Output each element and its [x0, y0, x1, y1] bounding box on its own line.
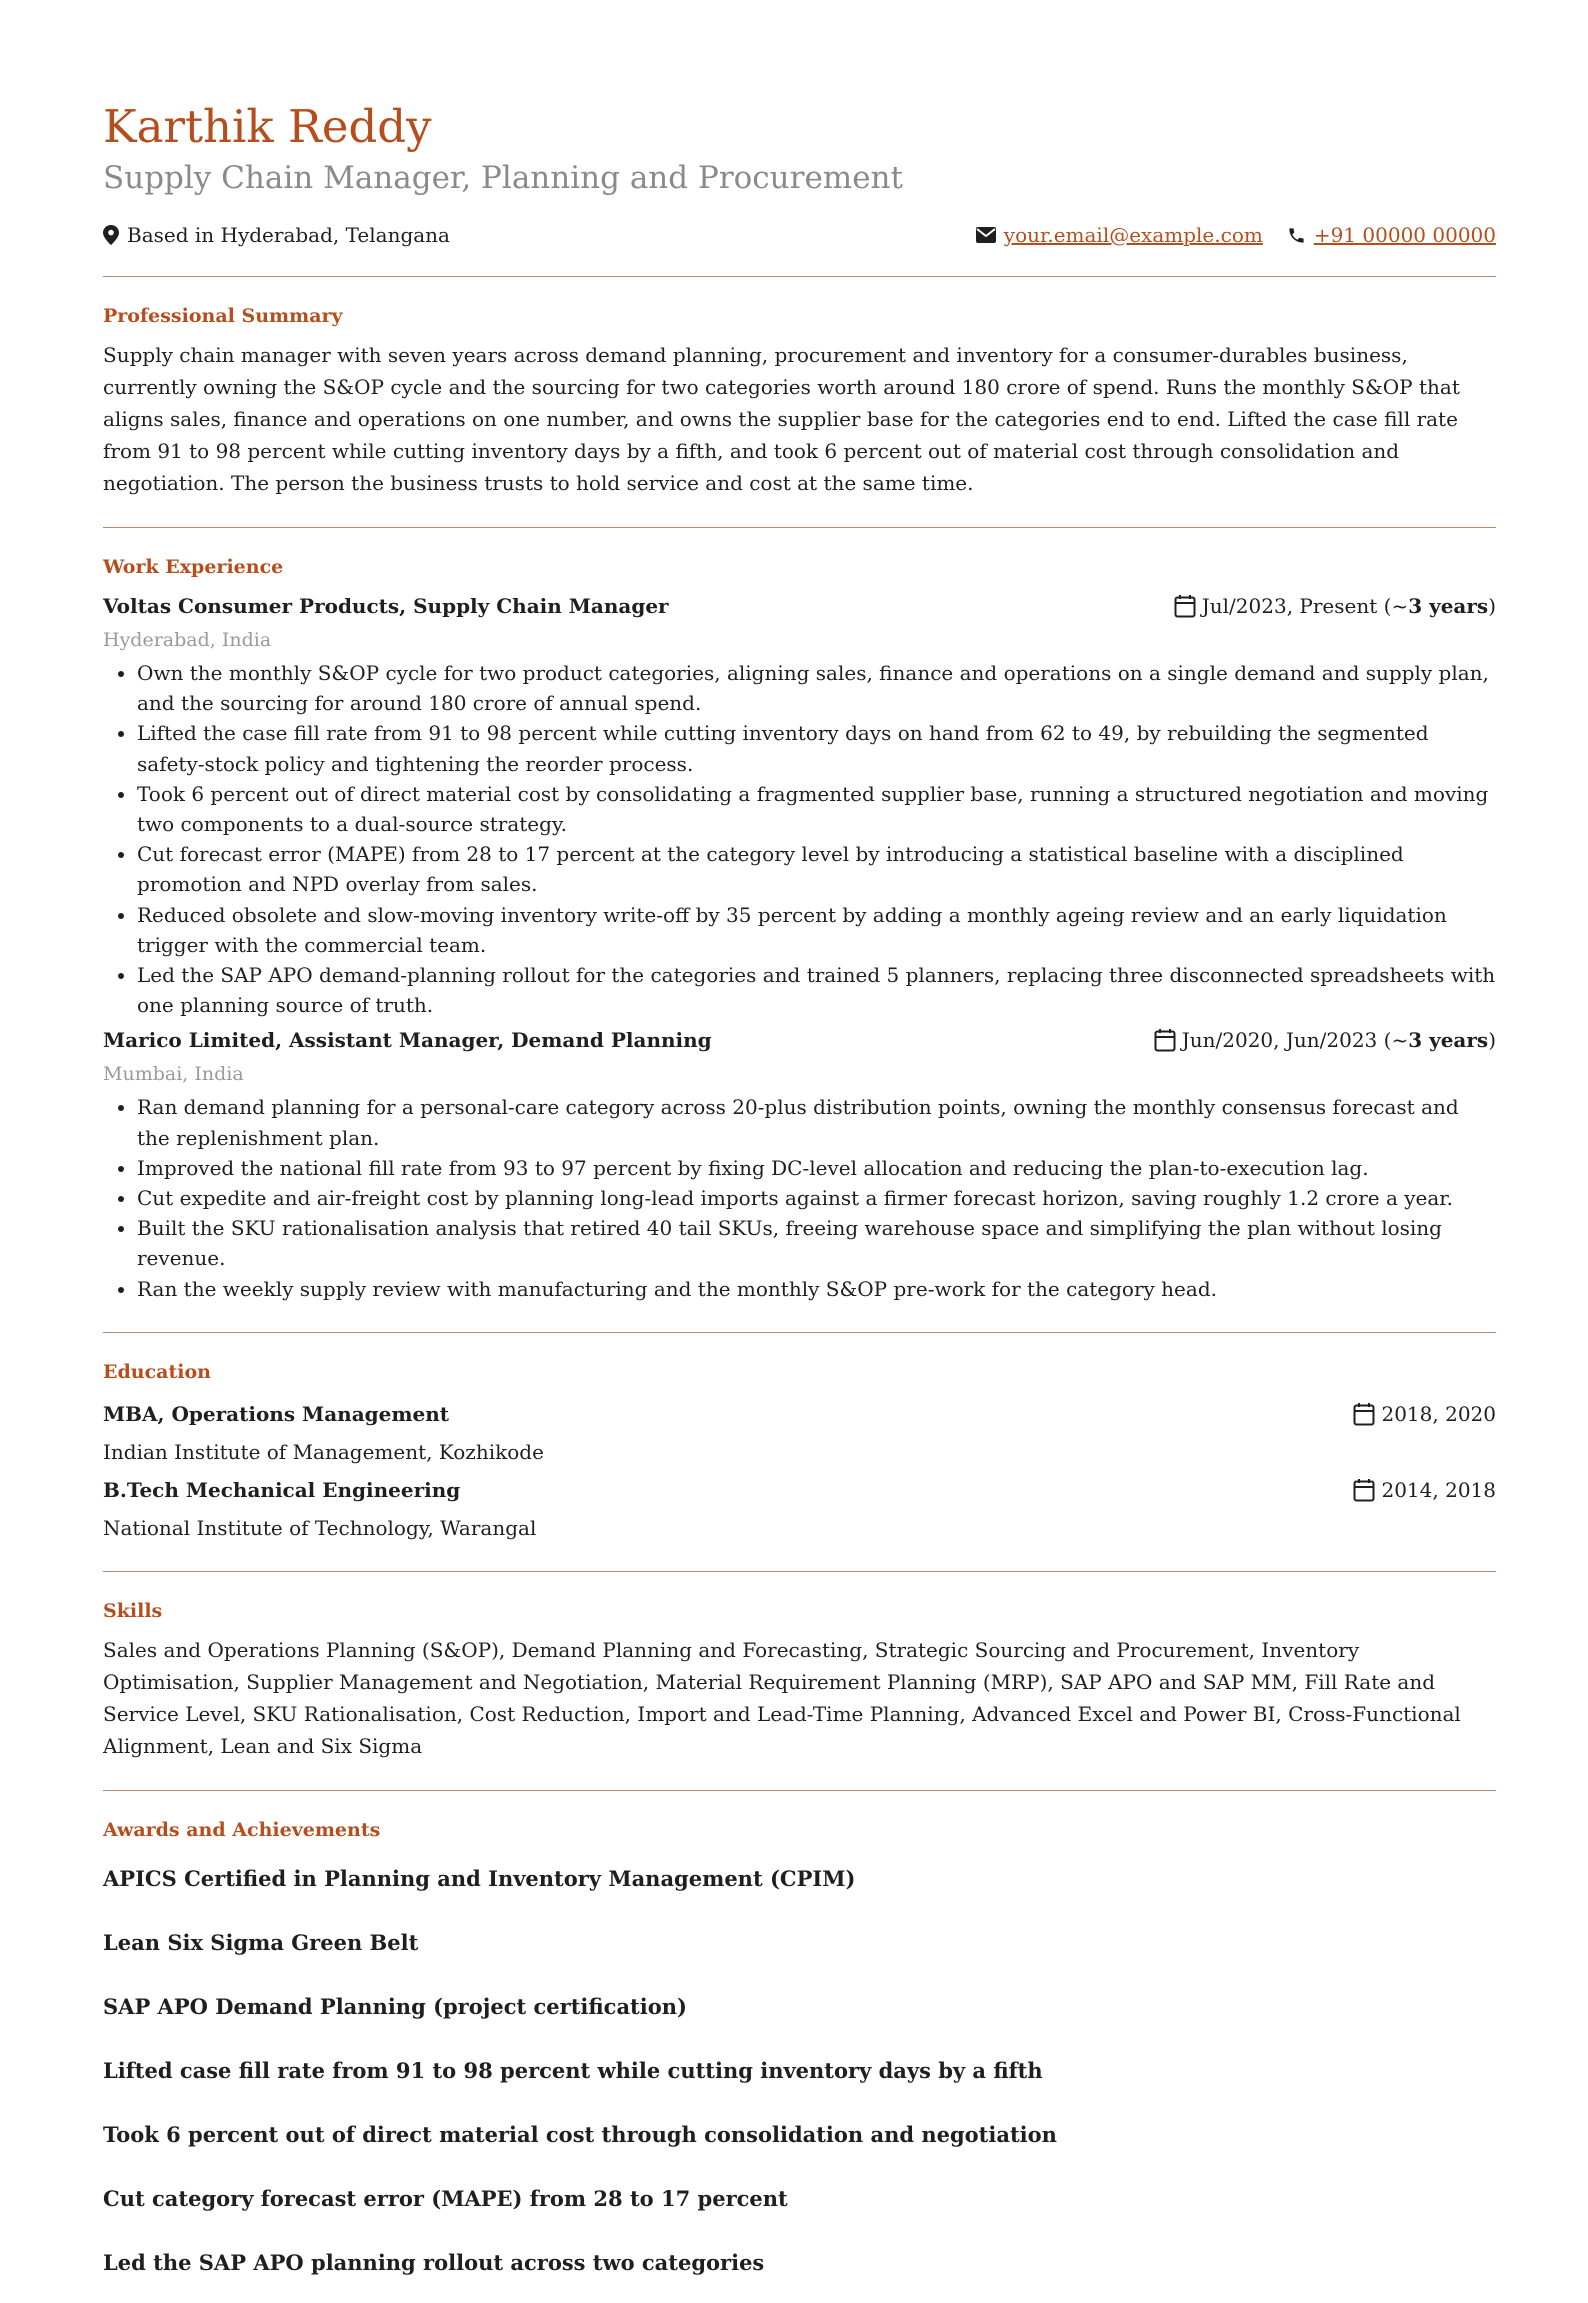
candidate-title: Supply Chain Manager, Planning and Procurement: [103, 160, 903, 196]
experience-heading: Work Experience: [103, 556, 284, 578]
job-bullets: [103, 1092, 1496, 1303]
list-item: • Lifted the case fill rate from 91 to 98 percent while cutting inventory days on hand from 62 to 49, by rebuilding the segmented safety-stock policy and tightening the reorder process.: [137, 718, 1496, 778]
summary-section: [103, 277, 1496, 527]
education-header: [103, 1395, 1496, 1433]
list-item: • Cut forecast error (MAPE) from 28 to 17 percent at the category level by introducing a statistical baseline with a disciplined promotion and NPD overlay from sales.: [137, 839, 1496, 899]
mail-icon: [976, 227, 996, 243]
skills-section: [103, 1572, 1496, 1790]
award-item: SAP APO Demand Planning (project certification): [103, 1993, 687, 2019]
list-item: • Built the SKU rationalisation analysis that retired 40 tail SKUs, freeing warehouse space and simplifying the plan without losing revenue.: [137, 1213, 1496, 1273]
calendar-icon: [1353, 1402, 1375, 1426]
education-entry: [103, 1471, 1496, 1547]
awards-section: [103, 1791, 1496, 2303]
award-item: Lifted case fill rate from 91 to 98 percent while cutting inventory days by a fifth: [103, 2057, 1043, 2083]
summary-text: Supply chain manager with seven years across demand planning, procurement and inventory for a consumer-durables business, currently owning the S&OP cycle and the sourcing for two categories worth around 180 crore of spend. Runs the monthly S&OP that aligns sales, finance and operations on one number, and owns the supplier base for the categories end to end. Lifted the case fill rate from 91 to 98 percent while cutting inventory days by a fifth, and took 6 percent out of material cost through consolidation and negotiation. The person the business trusts to hold service and cost at the same time.: [103, 343, 1460, 495]
job-role: Supply Chain Manager: [413, 594, 669, 618]
job-duration: 3 years: [1408, 1028, 1489, 1053]
job-header: [103, 1024, 1496, 1056]
location: [103, 223, 450, 247]
experience-section: [103, 528, 1496, 1332]
phone-icon: [1287, 226, 1306, 245]
education-section: [103, 1333, 1496, 1571]
award-item: Led the SAP APO planning rollout across two categories: [103, 2249, 765, 2275]
email-link[interactable]: your.email@example.com: [1003, 223, 1263, 247]
education-institution: Indian Institute of Management, Kozhikode: [103, 1439, 544, 1464]
list-item: • Ran the weekly supply review with manufacturing and the monthly S&OP pre-work for the category head.: [137, 1274, 1496, 1304]
job-company-role: Voltas Consumer Products, Supply Chain Manager: [103, 594, 669, 618]
location-pin-icon: [103, 225, 119, 245]
award-item: Cut category forecast error (MAPE) from 28 to 17 percent: [103, 2185, 788, 2211]
education-degree: B.Tech Mechanical Engineering: [103, 1477, 461, 1502]
award-item: Lean Six Sigma Green Belt: [103, 1929, 419, 1955]
job-location: Hyderabad, India: [103, 629, 272, 651]
list-item: • Cut expedite and air-freight cost by planning long-lead imports against a firmer forecast horizon, saving roughly 1.2 crore a year.: [137, 1183, 1496, 1213]
education-header: [103, 1471, 1496, 1509]
education-date: 2018, 2020: [1353, 1395, 1496, 1433]
job-location: Mumbai, India: [103, 1063, 244, 1086]
list-item: • Ran demand planning for a personal-care category across 20-plus distribution points, owning the monthly consensus forecast and the replenishment plan.: [137, 1092, 1496, 1152]
award-item: APICS Certified in Planning and Inventory Management (CPIM): [103, 1865, 856, 1891]
list-item: • Took 6 percent out of direct material cost by consolidating a fragmented supplier base, running a structured negotiation and moving two components to a dual-source strategy.: [137, 779, 1496, 839]
job-date-range: Jun/2020, Jun/2023 (~: [1181, 1028, 1409, 1053]
contact-links: [976, 223, 1496, 247]
list-item: • Led the SAP APO demand-planning rollout for the categories and trained 5 planners, replacing three disconnected spreadsheets with one planning source of truth.: [137, 960, 1496, 1020]
phone-link[interactable]: +91 00000 00000: [1313, 223, 1496, 247]
job-company: Marico Limited: [103, 1028, 276, 1053]
list-item: • Improved the national fill rate from 93 to 97 percent by fixing DC-level allocation and reducing the plan-to-execution lag.: [137, 1153, 1496, 1183]
job-header: [103, 590, 1496, 622]
summary-heading: Professional Summary: [103, 305, 343, 327]
awards-heading: Awards and Achievements: [103, 1818, 381, 1841]
education-entry: [103, 1395, 1496, 1471]
education-heading: Education: [103, 1360, 211, 1383]
list-item: • Own the monthly S&OP cycle for two product categories, aligning sales, finance and operations on a single demand and supply plan, and the sourcing for around 180 crore of annual spend.: [137, 658, 1496, 718]
skills-text: Sales and Operations Planning (S&OP), Demand Planning and Forecasting, Strategic Sourcing and Procurement, Inventory Optimisation, Supplier Management and Negotiation, Material Requirement Planning (MRP), SAP APO and SAP MM, Fill Rate and Service Level, SKU Rationalisation, Cost Reduction, Import and Lead-Time Planning, Advanced Excel and Power BI, Cross-Functional Alignment, Lean and Six Sigma: [103, 1637, 1461, 1758]
award-item: Took 6 percent out of direct material cost through consolidation and negotiation: [103, 2121, 1057, 2147]
education-degree: MBA, Operations Management: [103, 1401, 450, 1426]
contact-bar: [103, 220, 1496, 250]
location-text: Based in Hyderabad, Telangana: [127, 223, 450, 247]
calendar-icon: [1353, 1478, 1375, 1502]
job-date: Jul/2023, Present (~ 3 years ): [1174, 590, 1496, 622]
education-institution: National Institute of Technology, Warangal: [103, 1515, 537, 1540]
job-duration: 3 years: [1408, 594, 1489, 618]
calendar-icon: [1174, 594, 1196, 618]
job-bullets: [103, 658, 1496, 1020]
resume-page: [103, 96, 1496, 2303]
job-entry: [103, 590, 1496, 1020]
job-company: Voltas Consumer Products: [103, 594, 400, 618]
skills-heading: Skills: [103, 1599, 163, 1622]
list-item: • Reduced obsolete and slow-moving inventory write-off by 35 percent by adding a monthly ageing review and an early liquidation trigger with the commercial team.: [137, 900, 1496, 960]
candidate-name: Karthik Reddy: [103, 100, 432, 153]
job-role: Assistant Manager, Demand Planning: [289, 1028, 712, 1053]
job-company-role: Marico Limited, Assistant Manager, Demand Planning: [103, 1028, 712, 1053]
job-date-range: Jul/2023, Present (~: [1201, 594, 1409, 618]
calendar-icon: [1154, 1028, 1176, 1052]
job-date: Jun/2020, Jun/2023 (~ 3 years ): [1154, 1024, 1496, 1056]
job-entry: [103, 1024, 1496, 1303]
education-date: 2014, 2018: [1353, 1471, 1496, 1509]
